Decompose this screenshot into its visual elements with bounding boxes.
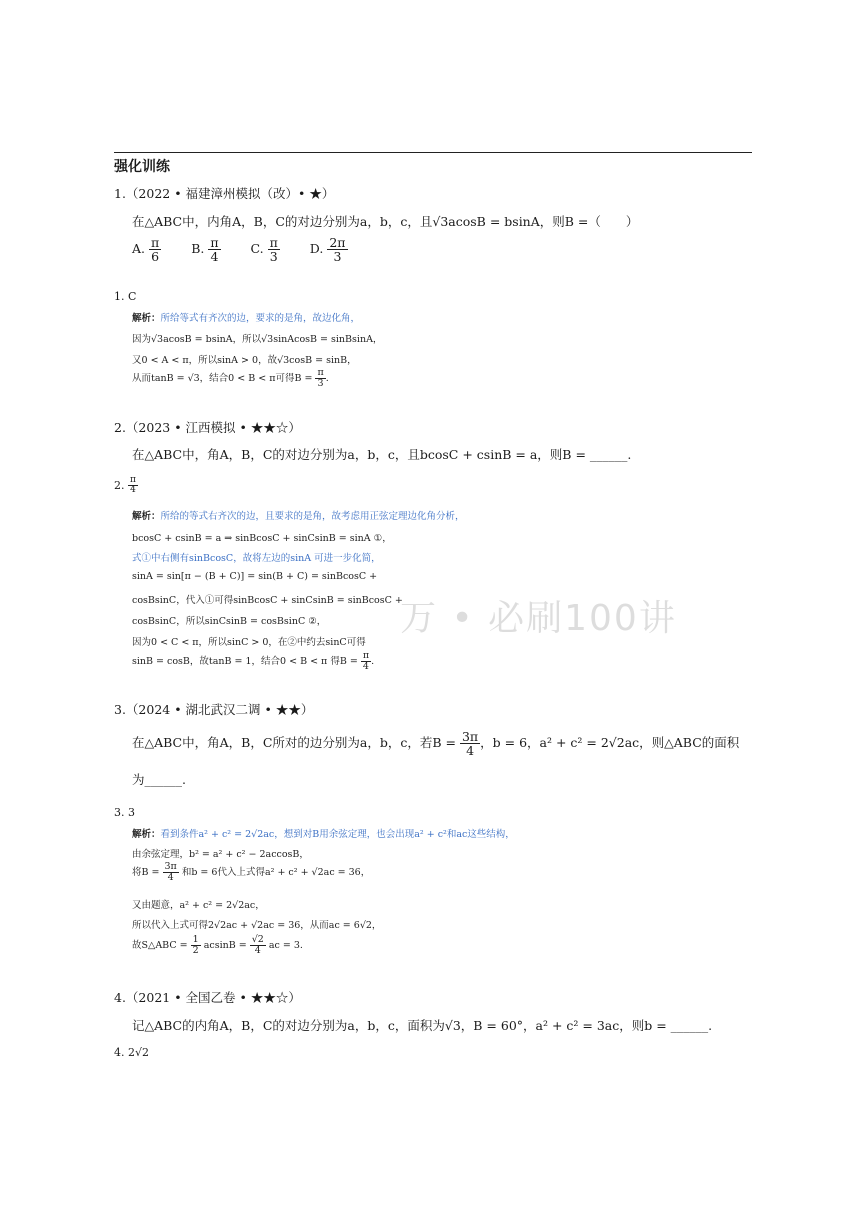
q3-header: 3.（2024 • 湖北武汉二调 • ★★） [114,702,314,717]
q2-solution-intro: 解析：所给的等式右齐次的边，且要求的是角，故考虑用正弦定理边化角分析， [132,511,465,522]
q1-options [132,236,348,263]
q3-stem-end: 为______. [132,772,186,787]
section-rule [114,152,752,153]
q3-solution-line: 又由题意，a² + c² = 2√2ac， [132,900,265,911]
q3-solution-line: 所以代入上式可得2√2ac + √2ac = 36，从而ac = 6√2， [132,920,382,931]
q2-solution-line: sinA = sin[π − (B + C)] = sin(B + C) = sinBcosC + [132,571,378,582]
q2-solution-line: bcosC + csinB = a ⇒ sinBcosC + sinCsinB = sinA ①， [132,533,392,544]
q2-header: 2.（2023 • 江西模拟 • ★★☆） [114,420,301,435]
q3-stem: 在△ABC中，角A，B，C所对的边分别为a，b，c，若B = $\frac{3\pi}{4}$ ，b = 6，a² + c² = 2√2ac，则△ABC的面积 [132,729,740,759]
q1-solution-intro: 解析：所给等式有齐次的边，要求的是角，故边化角， [132,313,361,324]
q1-option-a[interactable]: A. $\frac{\pi}{6}$ [132,235,160,265]
q3-solution-intro: 解析：看到条件a² + c² = 2√2ac，想到对B用余弦定理，也会出现a² + c²和ac这些结构， [132,829,515,840]
q1-option-c[interactable]: C. $\frac{\pi}{3}$ [250,235,278,265]
q3-solution-line: 由余弦定理，b² = a² + c² − 2accosB， [132,849,309,860]
q2-solution-note: 式①中右侧有sinBcosC，故将左边的sinA 可进一步化简， [132,553,381,564]
watermark: 万 • 必刷100讲 [400,598,677,639]
q2-stem: 在△ABC中，角A，B，C的对边分别为a，b，c，且bcosC + csinB = a，则B = ______. [132,447,632,462]
q4-answer: 4. 2√2 [114,1046,149,1059]
q1-stem: 在△ABC中，内角A，B，C的对边分别为a，b，c，且√3acosB = bsinA，则B =（ ） [132,214,639,229]
q2-solution-line: 因为0 < C < π，所以sinC > 0，在②中约去sinC可得 [132,637,366,648]
q1-option-d[interactable]: D. $\frac{2\pi}{3}$ [309,235,346,265]
q3-answer: 3. 3 [114,806,135,819]
q2-answer: 2. $\frac{\pi}{4}$ [114,475,136,496]
q1-option-b[interactable]: B. $\frac{\pi}{4}$ [191,235,219,265]
q3-solution-line: 故S△ABC = $\frac{1}{2}$ acsinB = $\frac{√2}{4}$ ac = 3. [132,934,303,956]
q1-solution-line: 因为√3acosB = bsinA，所以√3sinAcosB = sinBsinA， [132,334,383,345]
q2-solution-line: cosBsinC，所以sinCsinB = cosBsinC ②， [132,616,327,627]
q1-header: 1.（2022 • 福建漳州模拟（改）• ★） [114,186,335,201]
q4-stem: 记△ABC的内角A，B，C的对边分别为a，b，c，面积为√3，B = 60°，a² + c² = 3ac，则b = ______. [132,1018,713,1033]
q2-solution-line: sinB = cosB，故tanB = 1，结合0 < B < π 得B = $\frac{\pi}{4}$ . [132,650,375,672]
section-title: 强化训练 [114,159,170,175]
q4-header: 4.（2021 • 全国乙卷 • ★★☆） [114,990,301,1005]
q1-answer: 1. C [114,290,137,303]
q1-solution-line: 从而tanB = √3，结合0 < B < π可得B = $\frac{\pi}{3}$ . [132,367,329,389]
q1-solution-line: 又0 < A < π，所以sinA > 0，故√3cosB = sinB， [132,355,357,366]
q3-solution-line: 将B = $\frac{3\pi}{4}$ 和b = 6代入上式得a² + c² + √2ac = 36， [132,861,371,883]
q2-solution-line: cosBsinC，代入①可得sinBcosC + sinCsinB = sinBcosC + [132,595,403,606]
